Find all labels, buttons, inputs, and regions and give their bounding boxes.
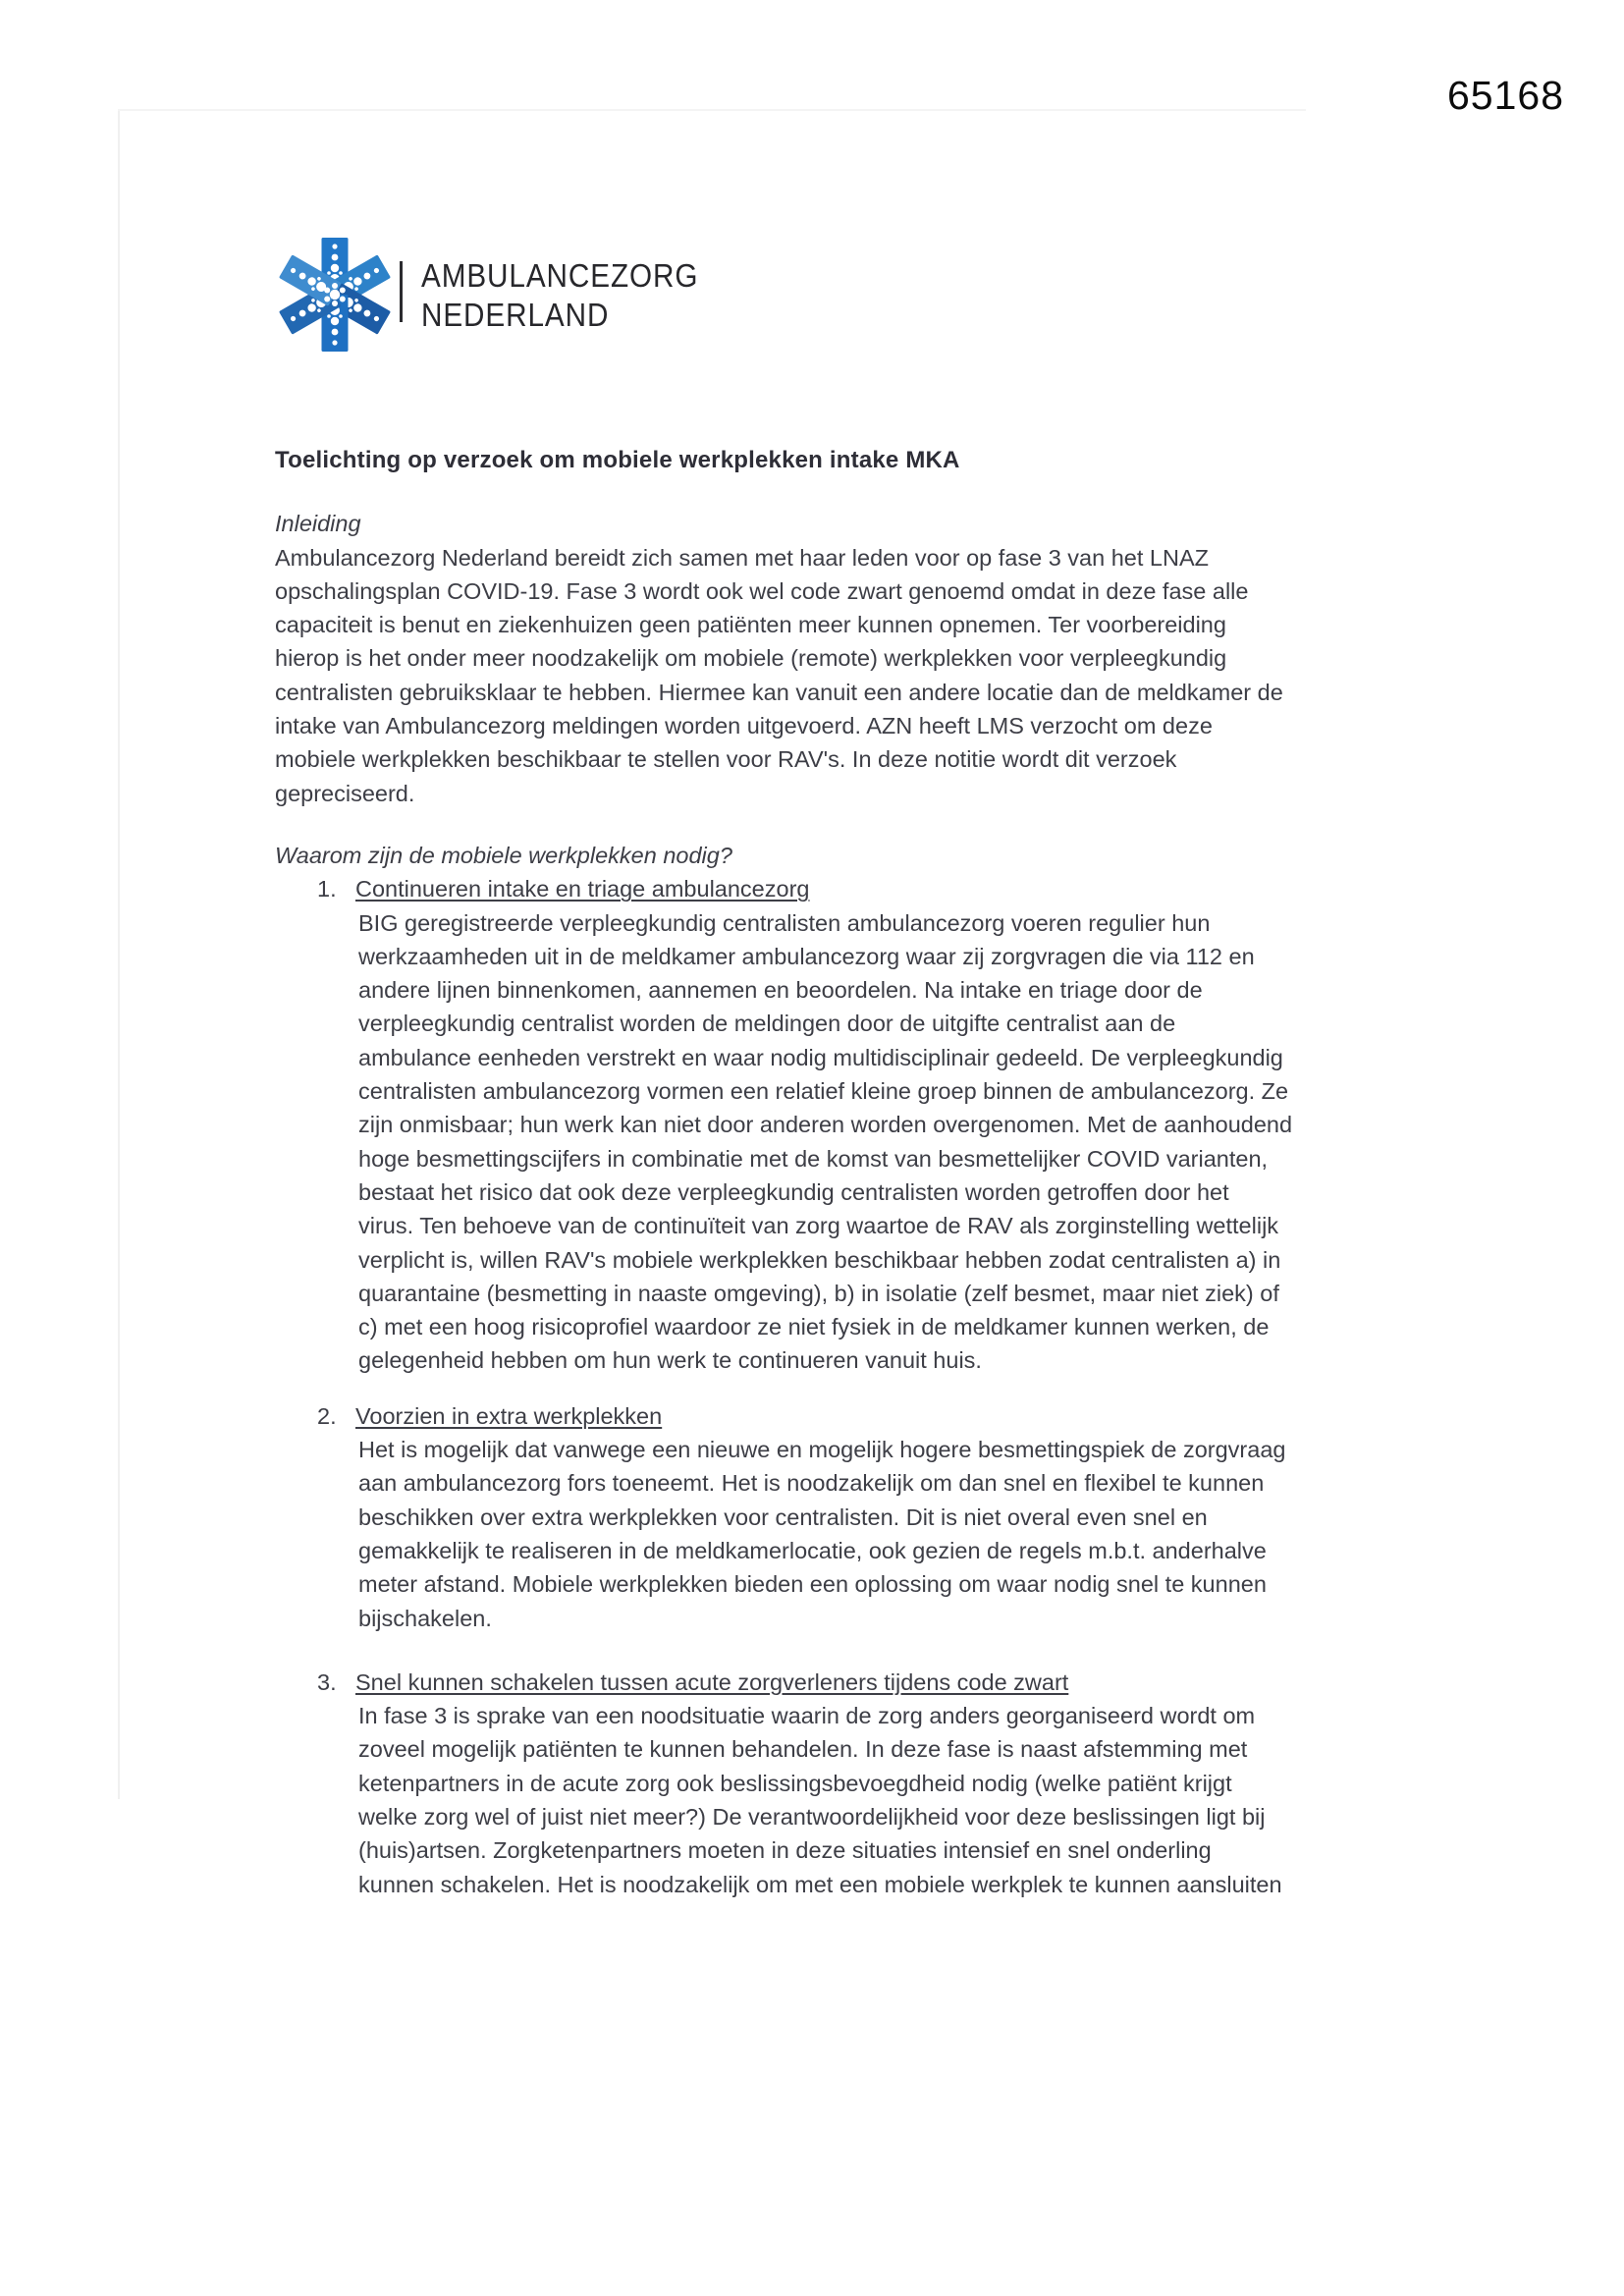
text-line: aan ambulancezorg fors toeneemt. Het is noodzakelijk om dan snel en flexibel te kunnen bbox=[358, 1470, 1265, 1497]
text-line: c) met een hoog risicoprofiel waardoor ze niet fysiek in de meldkamer kunnen werken, de bbox=[358, 1314, 1270, 1340]
logo-separator-bar bbox=[400, 261, 403, 322]
list-item-body bbox=[275, 1433, 1414, 1635]
text-line: kunnen schakelen. Het is noodzakelijk om met een mobiele werkplek te kunnen aansluiten bbox=[358, 1871, 1282, 1897]
document-title: Toelichting op verzoek om mobiele werkplekken intake MKA bbox=[275, 447, 960, 473]
list-item-heading bbox=[275, 1399, 1414, 1433]
text-line: gemakkelijk te realiseren in de meldkamerlocatie, ook gezien de regels m.b.t. anderhalve bbox=[358, 1537, 1267, 1563]
text-line: ambulance eenheden verstrekt en waar nodig multidisciplinair gedeeld. De verpleegkundig bbox=[358, 1044, 1283, 1070]
list-item-3 bbox=[275, 1666, 1414, 1901]
text-line: mobiele werkplekken beschikbaar te stellen voor RAV's. In deze notitie wordt dit verzoek bbox=[275, 746, 1177, 773]
list-item-body bbox=[275, 1699, 1414, 1901]
organization-name-line2: NEDERLAND bbox=[421, 297, 610, 333]
text-line: Ambulancezorg Nederland bereidt zich samen met haar leden voor op fase 3 van het LNAZ bbox=[275, 544, 1209, 571]
document-content bbox=[275, 444, 1414, 1901]
text-line: bijschakelen. bbox=[358, 1605, 492, 1631]
list-item-1 bbox=[275, 872, 1414, 1377]
text-line: centralisten gebruiksklaar te hebben. Hiermee kan vanuit een andere locatie dan de meldkamer de bbox=[275, 679, 1283, 705]
text-line: welke zorg wel of juist niet meer?) De verantwoordelijkheid voor deze beslissingen ligt bij bbox=[358, 1803, 1266, 1830]
star-of-life-icon bbox=[278, 238, 392, 352]
list-item-body bbox=[275, 906, 1414, 1378]
text-line: meter afstand. Mobiele werkplekken bieden een oplossing om waar nodig snel te kunnen bbox=[358, 1571, 1267, 1598]
text-line: hierop is het onder meer noodzakelijk om mobiele (remote) werkplekken voor verpleegkundig bbox=[275, 645, 1227, 672]
text-line: ketenpartners in de acute zorg ook beslissingsbevoegdheid nodig (welke patiënt krijgt bbox=[358, 1770, 1232, 1796]
organization-name bbox=[421, 256, 698, 335]
text-line: (huis)artsen. Zorgketenpartners moeten in deze situaties intensief en snel onderling bbox=[358, 1837, 1212, 1864]
page-number: 65168 bbox=[1447, 73, 1565, 118]
list-item-title: Snel kunnen schakelen tussen acute zorgverleners tijdens code zwart bbox=[355, 1668, 1069, 1695]
section-heading-inleiding: Inleiding bbox=[275, 511, 361, 537]
list-item-number: 2. bbox=[317, 1402, 337, 1429]
text-line: quarantaine (besmetting in naaste omgeving), b) in isolatie (zelf besmet, maar niet ziek) of bbox=[358, 1280, 1279, 1306]
text-line: beschikken over extra werkplekken voor centralisten. Dit is niet overal even snel en bbox=[358, 1503, 1208, 1530]
list-item-heading bbox=[275, 1666, 1414, 1699]
text-line: gelegenheid hebben om hun werk te continueren vanuit huis. bbox=[358, 1347, 982, 1374]
text-line: virus. Ten behoeve van de continuïteit van zorg waartoe de RAV als zorginstelling wettelijk bbox=[358, 1213, 1279, 1239]
list-item-number: 1. bbox=[317, 876, 337, 902]
text-line: verpleegkundig centralist worden de meldingen door de uitgifte centralist aan de bbox=[358, 1011, 1176, 1037]
scan-edge-artifact-vertical bbox=[118, 110, 120, 1799]
text-line: opschalingsplan COVID-19. Fase 3 wordt ook wel code zwart genoemd omdat in deze fase alle bbox=[275, 577, 1249, 604]
list-item-heading bbox=[275, 872, 1414, 905]
scan-edge-artifact-horizontal bbox=[118, 109, 1306, 111]
list-item-number: 3. bbox=[317, 1668, 337, 1695]
text-line: zoveel mogelijk patiënten te kunnen behandelen. In deze fase is naast afstemming met bbox=[358, 1736, 1248, 1763]
text-line: capaciteit is benut en ziekenhuizen geen patiënten meer kunnen opnemen. Ter voorbereiding bbox=[275, 612, 1226, 638]
text-line: werkzaamheden uit in de meldkamer ambulancezorg waar zij zorgvragen die via 112 en bbox=[358, 943, 1255, 969]
text-line: BIG geregistreerde verpleegkundig centralisten ambulancezorg voeren regulier hun bbox=[358, 909, 1211, 936]
text-line: intake van Ambulancezorg meldingen worden uitgevoerd. AZN heeft LMS verzocht om deze bbox=[275, 713, 1213, 739]
text-line: andere lijnen binnenkomen, aannemen en beoordelen. Na intake en triage door de bbox=[358, 977, 1203, 1004]
text-line: In fase 3 is sprake van een noodsituatie waarin de zorg anders georganiseerd wordt om bbox=[358, 1703, 1256, 1729]
list-item-title: Voorzien in extra werkplekken bbox=[355, 1402, 663, 1429]
text-line: centralisten ambulancezorg vormen een relatief kleine groep binnen de ambulancezorg. Ze bbox=[358, 1078, 1289, 1105]
text-line: bestaat het risico dat ook deze verpleegkundig centralisten worden getroffen door het bbox=[358, 1178, 1229, 1205]
text-line: verplicht is, willen RAV's mobiele werkplekken beschikbaar hebben zodat centralisten a) in bbox=[358, 1246, 1281, 1273]
text-line: gepreciseerd. bbox=[275, 780, 415, 806]
text-line: hoge besmettingscijfers in combinatie met de komst van besmettelijker COVID varianten, bbox=[358, 1145, 1269, 1172]
intro-paragraph bbox=[275, 541, 1414, 810]
text-line: Het is mogelijk dat vanwege een nieuwe en mogelijk hogere besmettingspiek de zorgvraag bbox=[358, 1437, 1286, 1463]
section-heading-waarom: Waarom zijn de mobiele werkplekken nodig? bbox=[275, 842, 732, 868]
text-line: zijn onmisbaar; hun werk kan niet door anderen worden overgenomen. Met de aanhoudend bbox=[358, 1112, 1293, 1138]
list-item-2 bbox=[275, 1399, 1414, 1635]
list-item-title: Continueren intake en triage ambulancezorg bbox=[355, 876, 810, 902]
organization-name-line1: AMBULANCEZORG bbox=[421, 257, 699, 294]
